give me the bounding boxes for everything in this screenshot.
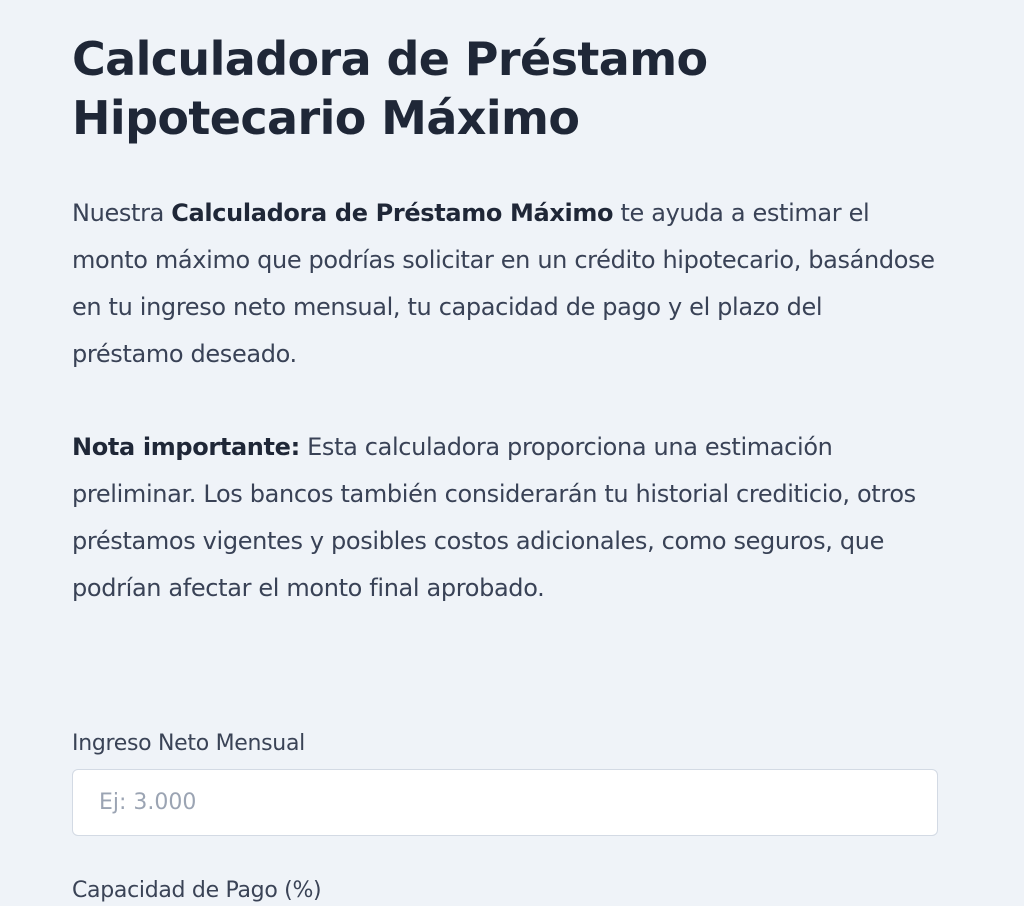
note-text: Esta calculadora proporciona una estimación preliminar. Los bancos también considerarán tu historial crediticio, otros préstamos vigentes y posibles costos adicionales, como seguros, que podrían afectar el monto final aprobado.: [72, 433, 916, 602]
note-bold: Nota importante:: [72, 433, 300, 461]
income-label: Ingreso Neto Mensual: [72, 731, 305, 756]
capacity-label: Capacidad de Pago (%): [72, 878, 322, 903]
page-title: Calculadora de Préstamo Hipotecario Máximo: [72, 32, 708, 145]
note-paragraph: [72, 424, 938, 612]
income-input[interactable]: [72, 769, 938, 836]
intro-paragraph: [72, 190, 938, 378]
intro-suffix: te ayuda a estimar el monto máximo que podrías solicitar en un crédito hipotecario, basándose en tu ingreso neto mensual, tu capacidad de pago y el plazo del préstamo deseado.: [72, 199, 935, 368]
intro-bold: Calculadora de Préstamo Máximo: [171, 199, 614, 227]
intro-prefix: Nuestra: [72, 199, 172, 227]
